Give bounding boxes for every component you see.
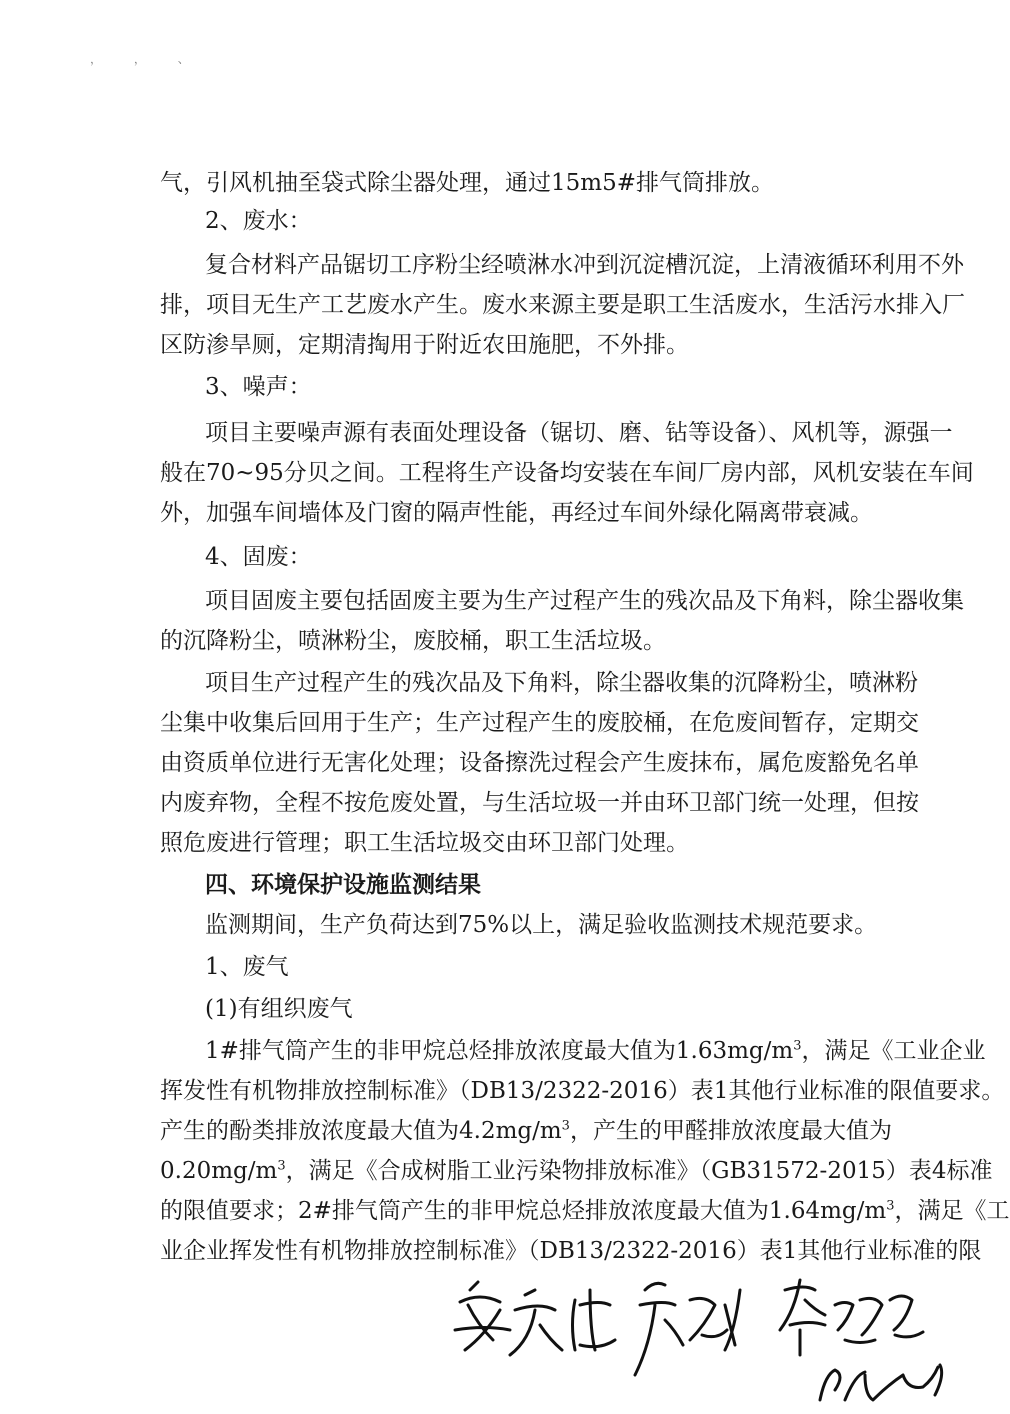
section-heading: 4、固废：	[205, 544, 312, 570]
signature-1	[455, 1282, 615, 1355]
section-heading: 2、废水：	[205, 208, 312, 234]
text-line: 监测期间，生产负荷达到75%以上，满足验收监测技术规范要求。	[205, 912, 878, 938]
text-line: 项目主要噪声源有表面处理设备（锯切、磨、钻等设备）、风机等，源强一	[205, 420, 953, 446]
text-line: 照危废进行管理；职工生活垃圾交由环卫部门处理。	[160, 830, 689, 856]
superscript: 3	[561, 1118, 570, 1134]
text-line: 外，加强车间墙体及门窗的隔声性能，再经过车间外绿化隔离带衰减。	[160, 500, 873, 526]
margin-marks: ， ， 、	[90, 52, 204, 66]
text-line: 挥发性有机物排放控制标准》（DB13/2322-2016）表1其他行业标准的限值要求。	[160, 1078, 1005, 1104]
superscript: 3	[793, 1038, 802, 1054]
text-line: 项目固废主要包括固废主要为生产过程产生的残次品及下角料，除尘器收集	[205, 588, 964, 614]
text-line: 内废弃物，全程不按危废处置，与生活垃圾一并由环卫部门统一处理，但按	[160, 790, 919, 816]
text-line: 尘集中收集后回用于生产；生产过程产生的废胶桶，在危废间暂存，定期交	[160, 710, 919, 736]
subsection-heading: (1)有组织废气	[205, 996, 353, 1022]
section-heading: 1、废气	[205, 954, 289, 980]
superscript: 3	[886, 1198, 895, 1214]
text-line: 1#排气筒产生的非甲烷总烃排放浓度最大值为$1.63mg/m^3$，满足《工业企业	[205, 1038, 986, 1064]
text-line: 的限值要求；2#排气筒产生的非甲烷总烃排放浓度最大值为$1.64mg/m^3$，满足《工	[160, 1198, 1010, 1224]
text-line: 项目生产过程产生的残次品及下角料，除尘器收集的沉降粉尘，喷淋粉	[205, 670, 918, 696]
section-heading: 3、噪声：	[205, 374, 312, 400]
signature-3	[780, 1280, 923, 1355]
text-line: 由资质单位进行无害化处理；设备擦洗过程会产生废抹布，属危废豁免名单	[160, 750, 919, 776]
superscript: 3	[277, 1158, 286, 1174]
text-line: 气，引风机抽至袋式除尘器处理，通过15m5#排气筒排放。	[160, 170, 774, 196]
text-line: $0.20mg/m^3$，满足《合成树脂工业污染物排放标准》（GB31572-2015）表4标准	[160, 1158, 993, 1184]
text-line: 般在70~95分贝之间。工程将生产设备均安装在车间厂房内部，风机安装在车间	[160, 460, 974, 486]
text-line: 产生的酚类排放浓度最大值为$4.2mg/m^3$，产生的甲醛排放浓度最大值为	[160, 1118, 892, 1144]
signature-2	[635, 1283, 740, 1375]
text-line: 复合材料产品锯切工序粉尘经喷淋水冲到沉淀槽沉淀，上清液循环利用不外	[205, 252, 964, 278]
text-line: 业企业挥发性有机物排放控制标准》（DB13/2322-2016）表1其他行业标准的限	[160, 1238, 982, 1264]
text-line: 排，项目无生产工艺废水产生。废水来源主要是职工生活废水，生活污水排入厂	[160, 292, 965, 318]
text-line: 区防渗旱厕，定期清掏用于附近农田施肥，不外排。	[160, 332, 689, 358]
handwritten-signatures	[440, 1250, 1000, 1410]
signature-4	[820, 1365, 942, 1400]
text-line: 的沉降粉尘，喷淋粉尘，废胶桶，职工生活垃圾。	[160, 628, 666, 654]
chapter-heading: 四、环境保护设施监测结果	[205, 871, 481, 898]
